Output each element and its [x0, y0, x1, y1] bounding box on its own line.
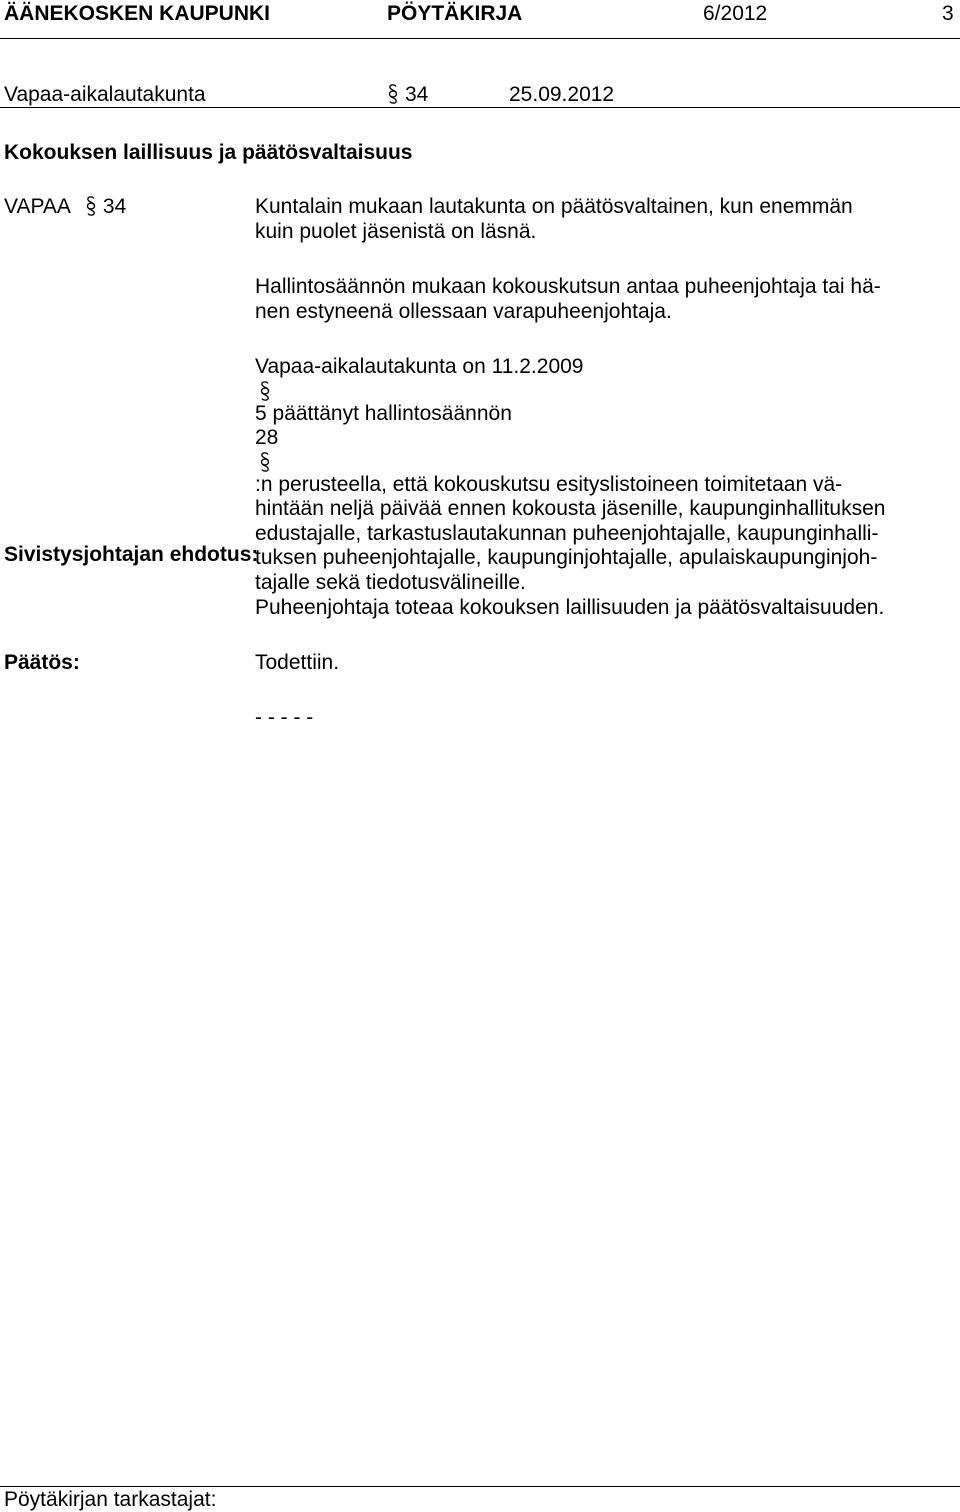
header-section-ref: [383, 83, 428, 107]
meeting-date: 25.09.2012: [509, 83, 615, 106]
text-line: edustajalle, tarkastuslautakunnan puheenjohtajalle, kaupunginhalli-: [255, 521, 879, 545]
header-section-number: 34: [405, 83, 429, 106]
header-top-rule: [0, 38, 960, 39]
section-ref-prefix: VAPAA: [4, 195, 71, 218]
decision-text: Todettiin.: [255, 651, 340, 674]
paragraph-quorum: [255, 195, 955, 244]
text-line: Kuntalain mukaan lautakunta on päätösvaltainen, kun enemmän: [255, 195, 853, 218]
text-line: tajalle sekä tiedotusvälineille.: [255, 570, 526, 594]
document-type: PÖYTÄKIRJA: [387, 2, 523, 25]
board-name: Vapaa-aikalautakunta: [4, 83, 206, 106]
text-line: hintään neljä päivää ennen kokousta jäsenille, kaupunginhallituksen: [255, 497, 886, 520]
text-line: tuksen puheenjohtajalle, kaupunginjohtajalle, apulaiskaupunginjoh-: [255, 546, 878, 569]
footer-label: Pöytäkirjan tarkastajat:: [4, 1488, 217, 1511]
document-number: 6/2012: [703, 2, 768, 25]
section-sign-icon: [387, 83, 399, 105]
municipality-name: ÄÄNEKOSKEN KAUPUNKI: [4, 2, 271, 25]
section-ref-number: 34: [102, 195, 127, 218]
paragraph-invitation: [255, 275, 955, 324]
proposal-text: Puheenjohtaja toteaa kokouksen laillisuuden ja päätösvaltaisuuden.: [255, 596, 885, 619]
section-sign-icon: [259, 451, 271, 473]
text-fragment: Vapaa-aikalautakunta on 11.2.2009: [255, 355, 584, 378]
text-fragment: 28: [255, 426, 279, 449]
proposal-label: Sivistysjohtajan ehdotus:: [4, 543, 259, 566]
paragraph-board-decision: [255, 355, 955, 595]
header-bottom-rule: [0, 107, 960, 108]
text-fragment: :n perusteella, että kokouskutsu esityslistoineen toimitetaan vä-: [255, 472, 843, 496]
section-sign-icon: [85, 195, 97, 217]
section-title: Kokouksen laillisuus ja päätösvaltaisuus: [4, 141, 413, 164]
text-line: [255, 426, 955, 497]
decision-label: Päätös:: [4, 651, 80, 674]
text-fragment: 5 päättänyt hallintosäännön: [255, 401, 512, 425]
text-line: kuin puolet jäsenistä on läsnä.: [255, 219, 537, 243]
section-sign-icon: [259, 380, 271, 402]
page-number: 3: [942, 2, 954, 25]
footer-rule: [0, 1486, 960, 1487]
section-reference: [4, 195, 126, 219]
text-line: nen estyneenä ollessaan varapuheenjohtaja.: [255, 299, 672, 323]
end-marker: - - - - -: [255, 706, 314, 729]
text-line: [255, 355, 955, 426]
text-line: Hallintosäännön mukaan kokouskutsun antaa puheenjohtaja tai hä-: [255, 275, 881, 298]
